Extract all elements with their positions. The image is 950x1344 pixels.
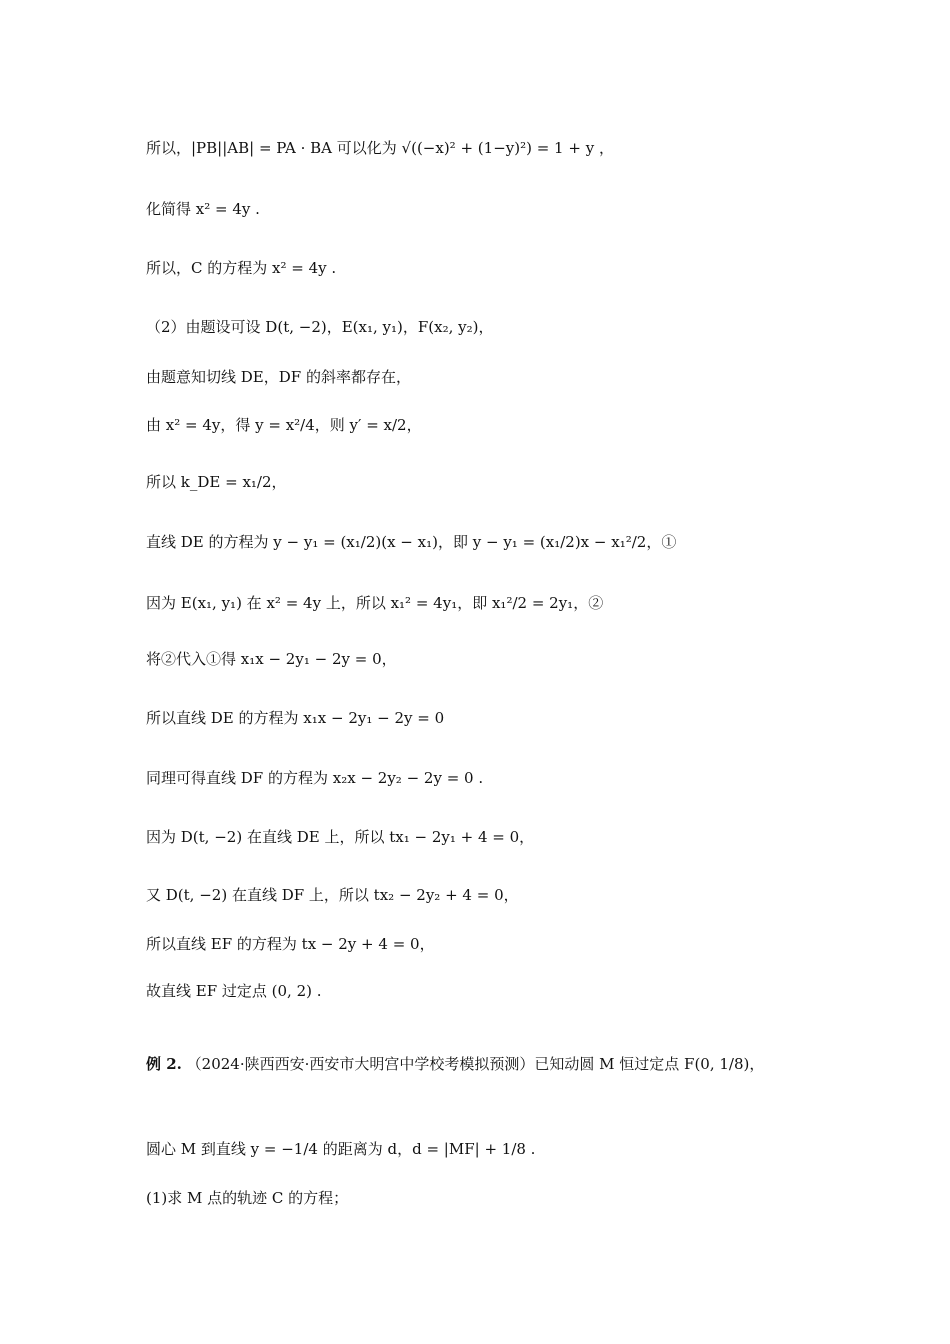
text-line: 将②代入①得 x₁x − 2y₁ − 2y = 0， bbox=[146, 650, 397, 668]
text-line: 所以，C 的方程为 x² = 4y . bbox=[146, 259, 337, 277]
text-line: 所以 k_DE = x₁/2， bbox=[146, 473, 287, 491]
example-line: 圆心 M 到直线 y = −1/4 的距离为 d，d = |MF| + 1/8 . bbox=[146, 1140, 536, 1158]
text-line: 故直线 EF 过定点 (0, 2) . bbox=[146, 982, 322, 1000]
text-line: 同理可得直线 DF 的方程为 x₂x − 2y₂ − 2y = 0 . bbox=[146, 769, 484, 787]
example-heading bbox=[146, 1053, 764, 1075]
text-line: 所以直线 EF 的方程为 tx − 2y + 4 = 0， bbox=[146, 935, 435, 953]
text-line: 因为 E(x₁, y₁) 在 x² = 4y 上，所以 x₁² = 4y₁，即 x₁²/2 = 2y₁，② bbox=[146, 594, 604, 612]
text-line: 所以，|PB||AB| = PA · BA 可以化为 √((−x)² + (1−y)²) = 1 + y ， bbox=[146, 139, 614, 157]
text-line: 由 x² = 4y，得 y = x²/4，则 y′ = x/2， bbox=[146, 416, 422, 434]
text-line: 由题意知切线 DE，DF 的斜率都存在， bbox=[146, 368, 411, 386]
question-1: (1)求 M 点的轨迹 C 的方程； bbox=[146, 1189, 349, 1207]
text-line: 直线 DE 的方程为 y − y₁ = (x₁/2)(x − x₁)，即 y − y₁ = (x₁/2)x − x₁²/2，① bbox=[146, 533, 677, 551]
text-line: 因为 D(t, −2) 在直线 DE 上，所以 tx₁ − 2y₁ + 4 = 0， bbox=[146, 828, 535, 846]
example-text: （2024·陕西西安·西安市大明宫中学校考模拟预测）已知动圆 M 恒过定点 F(0, 1/8)， bbox=[186, 1055, 765, 1073]
text-line: 又 D(t, −2) 在直线 DF 上，所以 tx₂ − 2y₂ + 4 = 0， bbox=[146, 886, 519, 904]
text-line: （2）由题设可设 D(t, −2)，E(x₁, y₁)，F(x₂, y₂)， bbox=[146, 318, 494, 336]
example-label: 例 2. bbox=[146, 1055, 182, 1073]
text-line: 化简得 x² = 4y . bbox=[146, 200, 260, 218]
text-line: 所以直线 DE 的方程为 x₁x − 2y₁ − 2y = 0 bbox=[146, 709, 445, 727]
